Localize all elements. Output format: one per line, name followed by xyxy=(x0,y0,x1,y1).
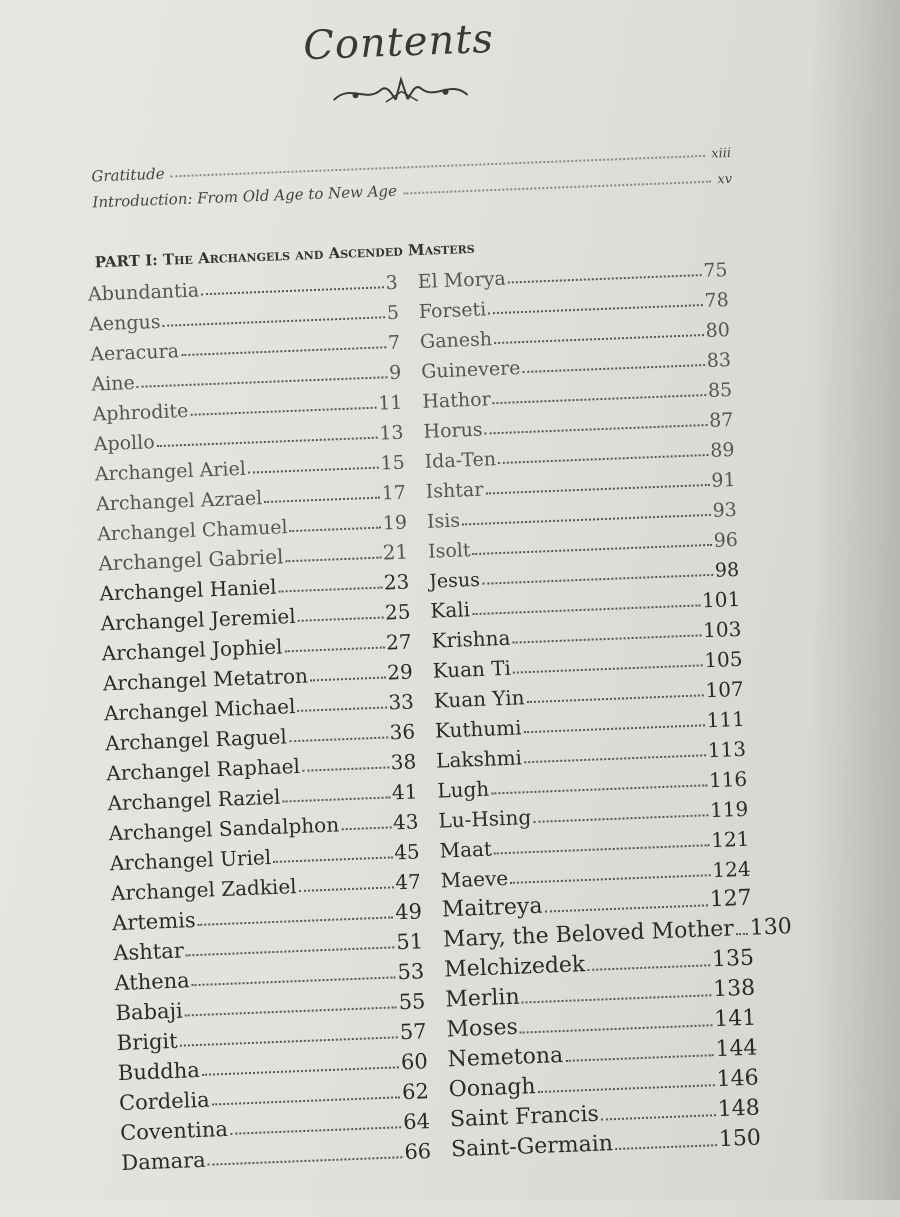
toc-entry-page: 98 xyxy=(714,558,740,582)
dot-leader xyxy=(565,1054,713,1062)
flourish-ornament-icon xyxy=(325,69,476,111)
toc-entry-page: 89 xyxy=(709,438,735,462)
toc-entry-name: Isis xyxy=(426,509,461,533)
toc-entry-page: 91 xyxy=(711,468,737,492)
dot-leader xyxy=(299,886,394,892)
dot-leader xyxy=(282,796,390,802)
toc-entry-page: 75 xyxy=(702,259,728,283)
dot-leader xyxy=(198,916,394,926)
toc-entry-name: Mary, the Beloved Mother xyxy=(442,916,735,953)
toc-entry-page: 64 xyxy=(402,1109,431,1135)
toc-entry-page: 62 xyxy=(401,1079,430,1105)
dot-leader xyxy=(520,1024,713,1033)
toc-entry-page: 5 xyxy=(386,301,400,325)
dot-leader xyxy=(298,707,387,712)
toc-entry-name: Babaji xyxy=(115,998,184,1026)
page-title: Contents xyxy=(302,15,495,70)
dot-leader xyxy=(212,1096,401,1105)
toc-entry-name: Melchizedek xyxy=(443,952,586,983)
dot-leader xyxy=(208,1156,403,1165)
toc-entry-page: 36 xyxy=(389,719,416,745)
toc-entry-page: 38 xyxy=(390,749,417,775)
toc-entry-page: xv xyxy=(717,171,733,188)
toc-entry-name: Archangel Metatron xyxy=(102,663,309,696)
toc-entry-name: Ishtar xyxy=(425,478,484,503)
toc-entry-name: Archangel Raguel xyxy=(104,724,288,756)
toc-entry-label: Gratitude xyxy=(91,164,165,186)
toc-entry-name: Maeve xyxy=(440,865,509,893)
toc-entry-page: 87 xyxy=(708,409,734,432)
toc-entry-name: Archangel Zadkiel xyxy=(110,874,297,906)
toc-entry-page: 60 xyxy=(400,1049,429,1075)
toc-entry-name: Archangel Ariel xyxy=(94,457,247,486)
toc-entry-page: 15 xyxy=(380,451,406,475)
toc-entry-page: 53 xyxy=(397,959,425,985)
toc-entry-page: 124 xyxy=(711,856,751,883)
part-heading: PART I: The Archangels and Ascended Masters xyxy=(94,238,475,272)
toc-entry-page: 33 xyxy=(387,689,415,715)
toc-entry-page: 138 xyxy=(712,975,756,1003)
toc-entry-page: 105 xyxy=(703,646,743,673)
toc-entry-name: Merlin xyxy=(444,984,521,1013)
dot-leader xyxy=(290,527,381,533)
toc-entry-name: Ashtar xyxy=(112,938,185,966)
dot-leader xyxy=(298,617,383,622)
dot-leader xyxy=(508,274,702,283)
dot-leader xyxy=(601,1114,716,1120)
toc-entry-name: Abundantia xyxy=(87,279,200,306)
dot-leader xyxy=(190,407,376,416)
toc-entry-name: Lugh xyxy=(436,776,490,803)
toc-right-column xyxy=(417,251,793,1163)
toc-entry-page: 47 xyxy=(394,869,422,895)
toc-entry-name: Maitreya xyxy=(441,893,543,923)
toc-entry-page: 83 xyxy=(706,349,732,372)
toc-entry-page: 141 xyxy=(713,1005,757,1033)
toc-entry-name: Saint Francis xyxy=(449,1101,600,1133)
dot-leader xyxy=(615,1144,717,1150)
toc-entry-page: 21 xyxy=(382,539,409,565)
toc-entry-name: El Morya xyxy=(417,267,507,293)
toc-entry-page: 146 xyxy=(716,1065,760,1093)
dot-leader xyxy=(264,497,380,503)
toc-entry-name: Moses xyxy=(446,1014,519,1043)
toc-entry-name: Ganesh xyxy=(419,328,493,353)
toc-entry-page: 49 xyxy=(394,899,423,925)
toc-entry-page: 55 xyxy=(398,989,426,1015)
toc-entry-name: Guinevere xyxy=(420,357,521,383)
toc-entry-name: Aine xyxy=(91,371,136,396)
toc-entry-page: 29 xyxy=(386,659,414,685)
toc-entry-page: 3 xyxy=(385,271,399,295)
toc-entry-page: 57 xyxy=(399,1019,427,1045)
toc-entry-name: Lu-Hsing xyxy=(437,805,532,833)
toc-entry-name: Archangel Jeremiel xyxy=(100,603,297,636)
dot-leader xyxy=(279,587,382,593)
dot-leader xyxy=(403,181,711,195)
toc-entry-page: 66 xyxy=(403,1139,432,1165)
toc-entry-name: Archangel Chamuel xyxy=(96,516,288,546)
dot-leader xyxy=(289,736,388,742)
toc-entry-page: 25 xyxy=(384,599,411,625)
toc-entry-page: 23 xyxy=(383,569,410,595)
toc-entry-name: Horus xyxy=(423,418,483,443)
toc-entry-name: Saint-Germain xyxy=(450,1131,614,1163)
toc-entry-name: Ida-Ten xyxy=(424,448,497,473)
dot-leader xyxy=(587,964,710,971)
toc-entry-page: 7 xyxy=(387,331,401,355)
toc-entry-name: Aengus xyxy=(88,310,161,336)
dot-leader xyxy=(341,826,391,830)
toc-entry-page: 135 xyxy=(711,945,755,973)
toc-entry-page: 45 xyxy=(393,839,421,865)
dot-leader xyxy=(545,904,708,912)
toc-entry-name: Kali xyxy=(429,597,471,623)
toc-entry-name: Archangel Jophiel xyxy=(101,634,283,666)
dot-leader xyxy=(248,467,379,474)
toc-entry-name: Archangel Gabriel xyxy=(97,544,284,576)
toc-entry-page: 96 xyxy=(713,528,739,552)
dot-leader xyxy=(273,856,392,863)
toc-entry-page: 80 xyxy=(705,319,731,342)
toc-entry-name: Archangel Uriel xyxy=(109,845,272,876)
toc-entry-name: Isolt xyxy=(427,539,471,563)
toc-entry-page: 9 xyxy=(388,361,402,385)
toc-entry-page: 111 xyxy=(706,706,746,733)
toc-entry-name: Cordelia xyxy=(118,1087,211,1116)
toc-entry-name: Archangel Azrael xyxy=(95,487,263,516)
dot-leader xyxy=(513,664,702,673)
toc-entry-name: Kuan Yin xyxy=(433,685,525,713)
toc-entry-page: 113 xyxy=(707,736,747,763)
toc-entry-page: 107 xyxy=(705,676,745,703)
toc-entry-name: Lakshmi xyxy=(435,745,523,773)
toc-entry-label: Introduction: From Old Age to New Age xyxy=(92,181,398,212)
toc-entry-page: 116 xyxy=(708,766,748,793)
toc-entry-page: 85 xyxy=(707,379,733,402)
toc-left-column xyxy=(87,264,431,1175)
toc-entry-page: 144 xyxy=(714,1035,758,1063)
toc-entry-page: 150 xyxy=(718,1125,762,1153)
toc-entry-name: Archangel Raphael xyxy=(105,753,301,786)
toc-entry-name: Archangel Haniel xyxy=(99,574,277,606)
dot-leader xyxy=(524,754,706,763)
toc-entry-name: Apollo xyxy=(93,431,156,456)
dot-leader xyxy=(736,933,748,935)
toc-entry-name: Nemetona xyxy=(447,1043,564,1073)
dot-leader xyxy=(302,766,389,771)
toc-entry-name: Kuan Ti xyxy=(432,655,512,683)
dot-leader xyxy=(524,724,705,733)
toc-entry-page: 148 xyxy=(717,1095,761,1123)
toc-entry-page: 41 xyxy=(391,779,418,805)
toc-entry-name: Brigit xyxy=(116,1028,178,1056)
toc-entry-name: Artemis xyxy=(111,908,197,936)
dot-leader xyxy=(230,1126,401,1135)
toc-entry-name: Archangel Michael xyxy=(103,694,296,726)
toc-entry-page: 93 xyxy=(712,498,738,522)
toc-entry-name: Krishna xyxy=(431,625,511,653)
toc-entry-name: Hathor xyxy=(421,388,492,413)
toc-entry-name: Maat xyxy=(439,836,493,863)
dot-leader xyxy=(533,814,708,823)
dot-leader xyxy=(201,286,384,295)
toc-entry-name: Athena xyxy=(114,968,191,996)
toc-entry-name: Coventina xyxy=(119,1116,229,1146)
toc-entry-page: 43 xyxy=(392,809,419,835)
dot-leader xyxy=(310,677,385,682)
dot-leader xyxy=(523,364,705,373)
toc-entry-page: 103 xyxy=(702,616,742,643)
toc-entry-name: Buddha xyxy=(117,1057,201,1086)
dot-leader xyxy=(527,694,704,703)
toc-entry-name: Archangel Raziel xyxy=(107,784,281,816)
toc-entry-page: 127 xyxy=(709,885,753,913)
toc-entry-page: 11 xyxy=(377,391,403,415)
toc-entry-page: 119 xyxy=(709,796,749,823)
toc-entry-page: 130 xyxy=(749,914,793,941)
toc-entry-page: 121 xyxy=(710,826,750,853)
toc-entry-name: Kuthumi xyxy=(434,715,522,743)
toc-entry-name: Aphrodite xyxy=(92,399,189,426)
toc-entry-page: xiii xyxy=(710,145,732,162)
toc-entry-page: 27 xyxy=(385,629,413,655)
toc-entry-page: 17 xyxy=(381,481,407,505)
dot-leader xyxy=(513,634,702,643)
toc-entry-page: 78 xyxy=(704,289,730,313)
toc-entry-page: 51 xyxy=(395,929,424,955)
toc-entry-name: Oonagh xyxy=(448,1074,537,1103)
toc-entry-page: 101 xyxy=(701,586,741,613)
toc-entry-page: 19 xyxy=(382,511,408,535)
dot-leader xyxy=(284,647,384,653)
dot-leader xyxy=(522,994,712,1003)
toc-entry-name: Forseti xyxy=(418,298,487,323)
dot-leader xyxy=(538,1084,715,1093)
dot-leader xyxy=(286,557,381,563)
toc-entry-name: Damara xyxy=(120,1147,207,1176)
toc-entry-name: Aeracura xyxy=(89,340,180,366)
toc-entry-name: Archangel Sandalphon xyxy=(108,812,340,846)
toc-entry-name: Jesus xyxy=(428,568,481,593)
toc-entry-page: 13 xyxy=(378,421,404,445)
